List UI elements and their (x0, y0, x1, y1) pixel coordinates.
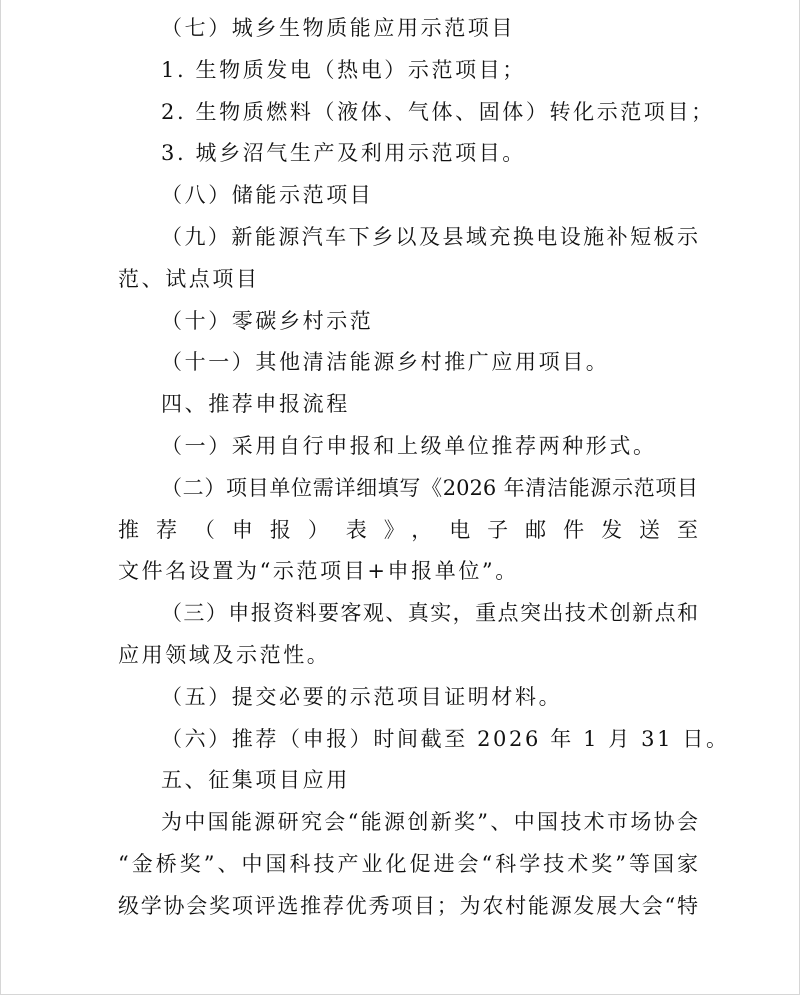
procedure-item-3-cont: 应用领域及示范性。 (118, 642, 331, 667)
procedure-item-6: （六）推荐（申报）时间截至 2026 年 1 月 31 日。 (161, 726, 730, 751)
procedure-item-1: （一）采用自行申报和上级单位推荐两种形式。 (161, 433, 657, 458)
chapter-heading-5: 五、征集项目应用 (161, 768, 350, 793)
procedure-item-5: （五）提交必要的示范项目证明材料。 (161, 684, 563, 709)
list-item-1: 1. 生物质发电（热电）示范项目； (161, 57, 526, 82)
section-heading-9: （九）新能源汽车下乡以及县域充换电设施补短板示 (161, 224, 698, 249)
section-heading-10: （十）零碳乡村示范 (161, 308, 374, 333)
section-heading-11: （十一）其他清洁能源乡村推广应用项目。 (161, 350, 610, 375)
paragraph-line: “金桥奖”、中国科技产业化促进会“科学技术奖”等国家 (118, 851, 698, 876)
procedure-item-2-cont-2: 文件名设置为“示范项目+申报单位”。 (118, 559, 519, 584)
procedure-item-2-cont: 推荐（申报）表》，电子邮件发送至 (118, 517, 698, 542)
chapter-heading-4: 四、推荐申报流程 (161, 392, 350, 417)
procedure-item-2: （二）项目单位需详细填写《2026 年清洁能源示范项目 (161, 475, 698, 500)
list-item-3: 3. 城乡沼气生产及利用示范项目。 (161, 141, 526, 166)
section-heading-8: （八）储能示范项目 (161, 183, 374, 208)
paragraph-line: 级学协会奖项评选推荐优秀项目；为农村能源发展大会“特 (118, 893, 698, 918)
section-heading-7: （七）城乡生物质能应用示范项目 (161, 16, 515, 40)
section-heading-9-cont: 范、试点项目 (118, 266, 260, 291)
paragraph-line: 为中国能源研究会“能源创新奖”、中国技术市场协会 (161, 810, 698, 835)
list-item-2: 2. 生物质燃料（液体、气体、固体）转化示范项目； (161, 99, 715, 124)
procedure-item-3: （三）申报资料要客观、真实，重点突出技术创新点和 (161, 601, 698, 626)
document-body (118, 8, 730, 928)
